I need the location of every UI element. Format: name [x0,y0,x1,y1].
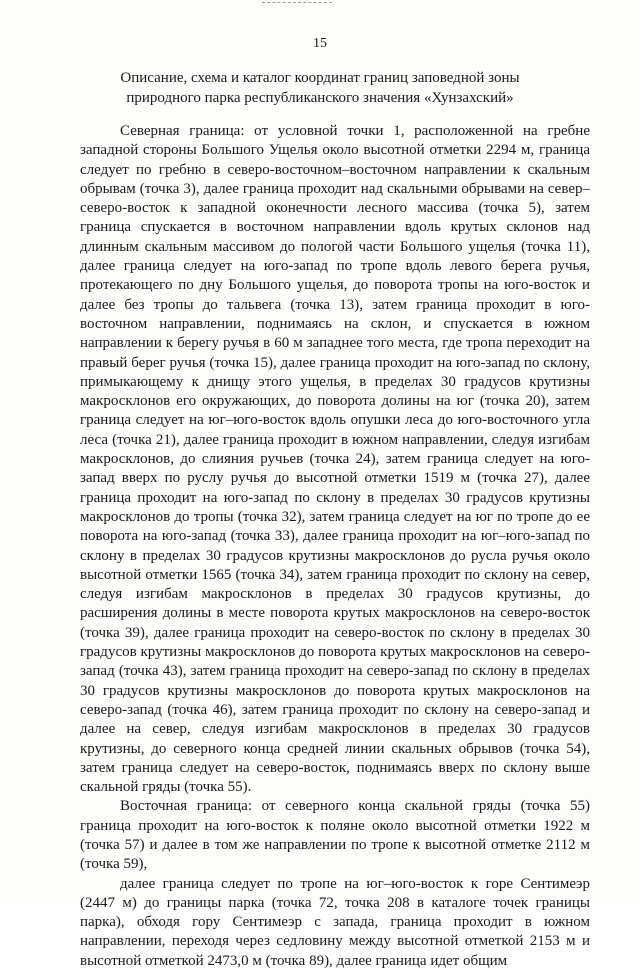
scan-artifact [262,2,332,4]
paragraph-eastern-border-continued: далее граница следует по тропе на юг–юго-восток к горе Сентимеэр (2447 м) до границы парка (точка 72, точка 208 в каталоге точек границы парка), обходя гору Сентимеэр с запада, граница проходит в южном направлении, переходя через седловину между высотной отметкой 2153 м и высотной отметкой 2473,0 м (точка 89), далее граница идет общим [80,875,590,969]
title-line-2: природного парка республиканского значения «Хунзахский» [126,90,514,106]
title-line-1: Описание, схема и каталог координат границ заповедной зоны [120,70,520,86]
document-title [80,68,560,108]
page-number: 15 [313,36,327,51]
paragraph-eastern-border: Восточная граница: от северного конца скальной гряды (точка 55) граница проходит на юго-восток к поляне около высотной отметки 1922 м (точка 57) и далее в том же направлении по тропе к высотной отметке 2112 м (точка 59), [80,798,590,873]
paragraph-northern-border: Северная граница: от условной точки 1, расположенной на гребне западной стороны Большого Ущелья около высотной отметки 2294 м, граница следует по гребню в северо-восточном–восточном направлении к скальным обрывам (точка 3), далее граница проходит над скальными обрывами на север–северо-восток к западной оконечности лесного массива (точка 5), затем граница спускается в восточном направлении вдоль крутых склонов над длинным скальным массивом до пологой части Большого ущелья (точка 11), далее граница следует на юго-запад по тропе вдоль левого берега ручья, протекающего по дну Большого ущелья, до поворота тропы на юго-восток и далее без тропы до тальвега (точка 13), затем граница проходит в юго-восточном направлении, поднимаясь на склон, и спускается в южном направлении к берегу ручья в 60 м западнее того места, где тропа переходит на правый берег ручья (точка 15), далее граница проходит на юго-запад по склону, примыкающему к днищу этого ущелья, в пределах 30 градусов крутизны макросклонов его окружающих, до поворота долины на юг (точка 20), затем граница следует на юг–юго-восток вдоль опушки леса до юго-восточного угла леса (точка 21), далее граница проходит в южном направлении, следуя изгибам макросклонов, до слияния ручьев (точка 24), затем граница следует на юго-запад вверх по руслу ручья до высотной отметки 1519 м (точка 27), далее граница проходит на юго-запад по склону в пределах 30 градусов крутизны макросклонов до тропы (точка 32), затем граница следует на юг по тропе до ее поворота на юго-запад (точка 33), далее граница проходит на юг–юго-запад по склону в пределах 30 градусов крутизны макросклонов до русла ручья около высотной отметки 1565 (точка 34), затем граница проходит по склону на север, следуя изгибам макросклонов в пределах 30 градусов крутизны, до расширения долины в месте поворота крутых макросклонов на северо-восток (точка 39), далее граница проходит на северо-восток по склону в пределах 30 градусов крутизны макросклонов до поворота крутых макросклонов на северо-запад (точка 43), затем граница проходит на северо-запад по склону в пределах 30 градусов крутизны макросклонов до поворота крутых макросклонов на северо-запад (точка 46), затем граница проходит по склону на северо-запад и далее на север, следуя изгибам макросклонов в пределах 30 градусов крутизны, до северного конца средней линии скальных обрывов (точка 54), затем граница следует на северо-восток, поднимаясь вверх по склону выше скальной гряды (точка 55). [80,123,590,796]
document-body [80,122,590,971]
